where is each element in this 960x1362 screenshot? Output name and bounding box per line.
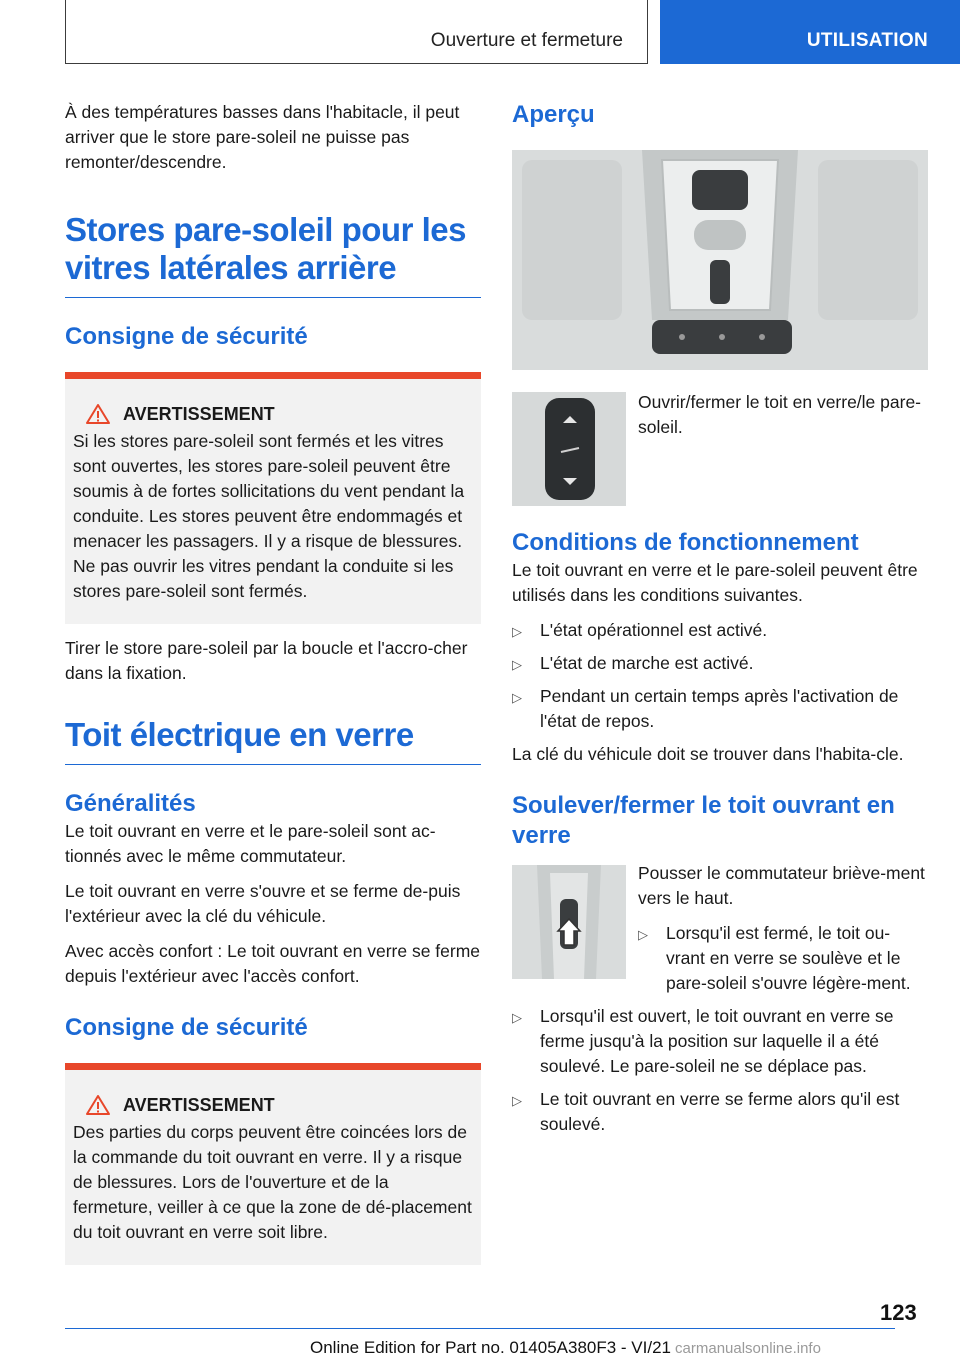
- soulever-list: [512, 1004, 928, 1137]
- heading-soulever: Soulever/fermer le toit ouvrant en verre: [512, 792, 895, 849]
- header-chapter-tab: [660, 0, 960, 64]
- list-item: ▷ Lorsqu'il est ouvert, le toit ouvrant en verre se ferme jusqu'à la position sur laquelle il a été soulevé. Le pare-soleil ne se déplace pas.: [512, 1006, 894, 1076]
- warning-text-1: Si les stores pare-soleil sont fermés et les vitres sont ouvertes, les stores pare-soleil peuvent être soumis à de fortes sollicitations du vent pendant la conduite. Les stores peuvent être endommagés et menacer les passagers. Il y a risque de blessures. Ne pas ouvrir les vitres pendant la conduite si les stores pare-soleil sont fermés.: [73, 431, 465, 601]
- conditions-intro: Le toit ouvrant en verre et le pare-soleil peuvent être utilisés dans les conditions suivantes.: [512, 560, 918, 605]
- header-section-title: Ouverture et fermeture: [430, 30, 623, 51]
- intro-paragraph: À des températures basses dans l'habitacle, il peut arriver que le store pare-soleil ne puisse pas remonter/descendre.: [65, 102, 460, 172]
- footer-edition: Online Edition for Part no. 01405A380F3 - VI/21 carmanualsonline.info: [310, 1338, 821, 1357]
- footer-rule: [65, 1328, 895, 1329]
- bullet-triangle-icon: ▷: [512, 1010, 522, 1025]
- warning-title-1: AVERTISSEMENT: [123, 403, 275, 424]
- heading-toit: Toit électrique en verre: [65, 716, 414, 753]
- warning-box-1: [65, 372, 481, 624]
- heading-consigne-1: Consigne de sécurité: [65, 323, 308, 350]
- cle-paragraph: La clé du véhicule doit se trouver dans l'habita-cle.: [512, 744, 904, 764]
- header-chapter-label: UTILISATION: [806, 30, 928, 51]
- right-column: [512, 100, 928, 1145]
- warning-text-2: Des parties du corps peuvent être coincées lors de la commande du toit ouvrant en verre. Il y a risque de blessures. Lors de l'ouverture et de la fermeture, veiller à ce que la zone de dé-placement du toit ouvrant en verre soit libre.: [73, 1122, 472, 1242]
- generalites-p1: Le toit ouvrant en verre et le pare-soleil sont ac-tionnés avec le même commutateur.: [65, 821, 436, 866]
- bullet-triangle-icon: ▷: [512, 657, 522, 672]
- switch-closeup-image: [512, 392, 626, 506]
- conditions-list: [512, 618, 928, 734]
- list-item: ▷ Le toit ouvrant en verre se ferme alors qu'il est soulevé.: [512, 1089, 900, 1134]
- switch-caption: Ouvrir/fermer le toit en verre/le pare-soleil.: [638, 392, 922, 437]
- warning-box-2: [65, 1063, 481, 1265]
- generalites-p3: Avec accès confort : Le toit ouvrant en verre se ferme depuis l'extérieur avec l'accès confort.: [65, 941, 481, 986]
- left-column: [65, 100, 481, 1265]
- list-item: ▷ L'état opérationnel est activé.: [512, 618, 928, 643]
- heading-apercu: Aperçu: [512, 101, 595, 128]
- heading-consigne-2: Consigne de sécurité: [65, 1014, 308, 1041]
- bullet-triangle-icon: ▷: [512, 690, 522, 705]
- tirer-paragraph: Tirer le store pare-soleil par la boucle et l'accro-cher dans la fixation.: [65, 638, 468, 683]
- list-item: ▷ Lorsqu'il est fermé, le toit ou-vrant en verre se soulève et le pare-soleil s'ouvre légère-ment.: [638, 923, 911, 993]
- pousser-paragraph: Pousser le commutateur briève-ment vers le haut.: [638, 863, 925, 908]
- list-item: ▷ Pendant un certain temps après l'activation de l'état de repos.: [512, 686, 899, 731]
- warning-triangle-icon: [85, 1094, 111, 1116]
- generalites-p2: Le toit ouvrant en verre s'ouvre et se ferme de-puis l'extérieur avec la clé du véhicule.: [65, 881, 461, 926]
- heading-generalites: Généralités: [65, 790, 196, 817]
- page-number: 123: [880, 1300, 917, 1325]
- roof-console-image: [512, 150, 928, 370]
- heading-stores: Stores pare-soleil pour les vitres latérales arrière: [65, 211, 466, 286]
- bullet-triangle-icon: ▷: [512, 624, 522, 639]
- watermark: carmanualsonline.info: [675, 1340, 821, 1357]
- warning-title-2: AVERTISSEMENT: [123, 1094, 275, 1115]
- heading-conditions: Conditions de fonctionnement: [512, 529, 859, 556]
- push-switch-image: [512, 865, 626, 979]
- warning-triangle-icon: [85, 403, 111, 425]
- list-item: ▷ L'état de marche est activé.: [512, 651, 928, 676]
- bullet-triangle-icon: ▷: [512, 1093, 522, 1108]
- header-section-box: [65, 0, 648, 64]
- bullet-triangle-icon: ▷: [638, 927, 648, 942]
